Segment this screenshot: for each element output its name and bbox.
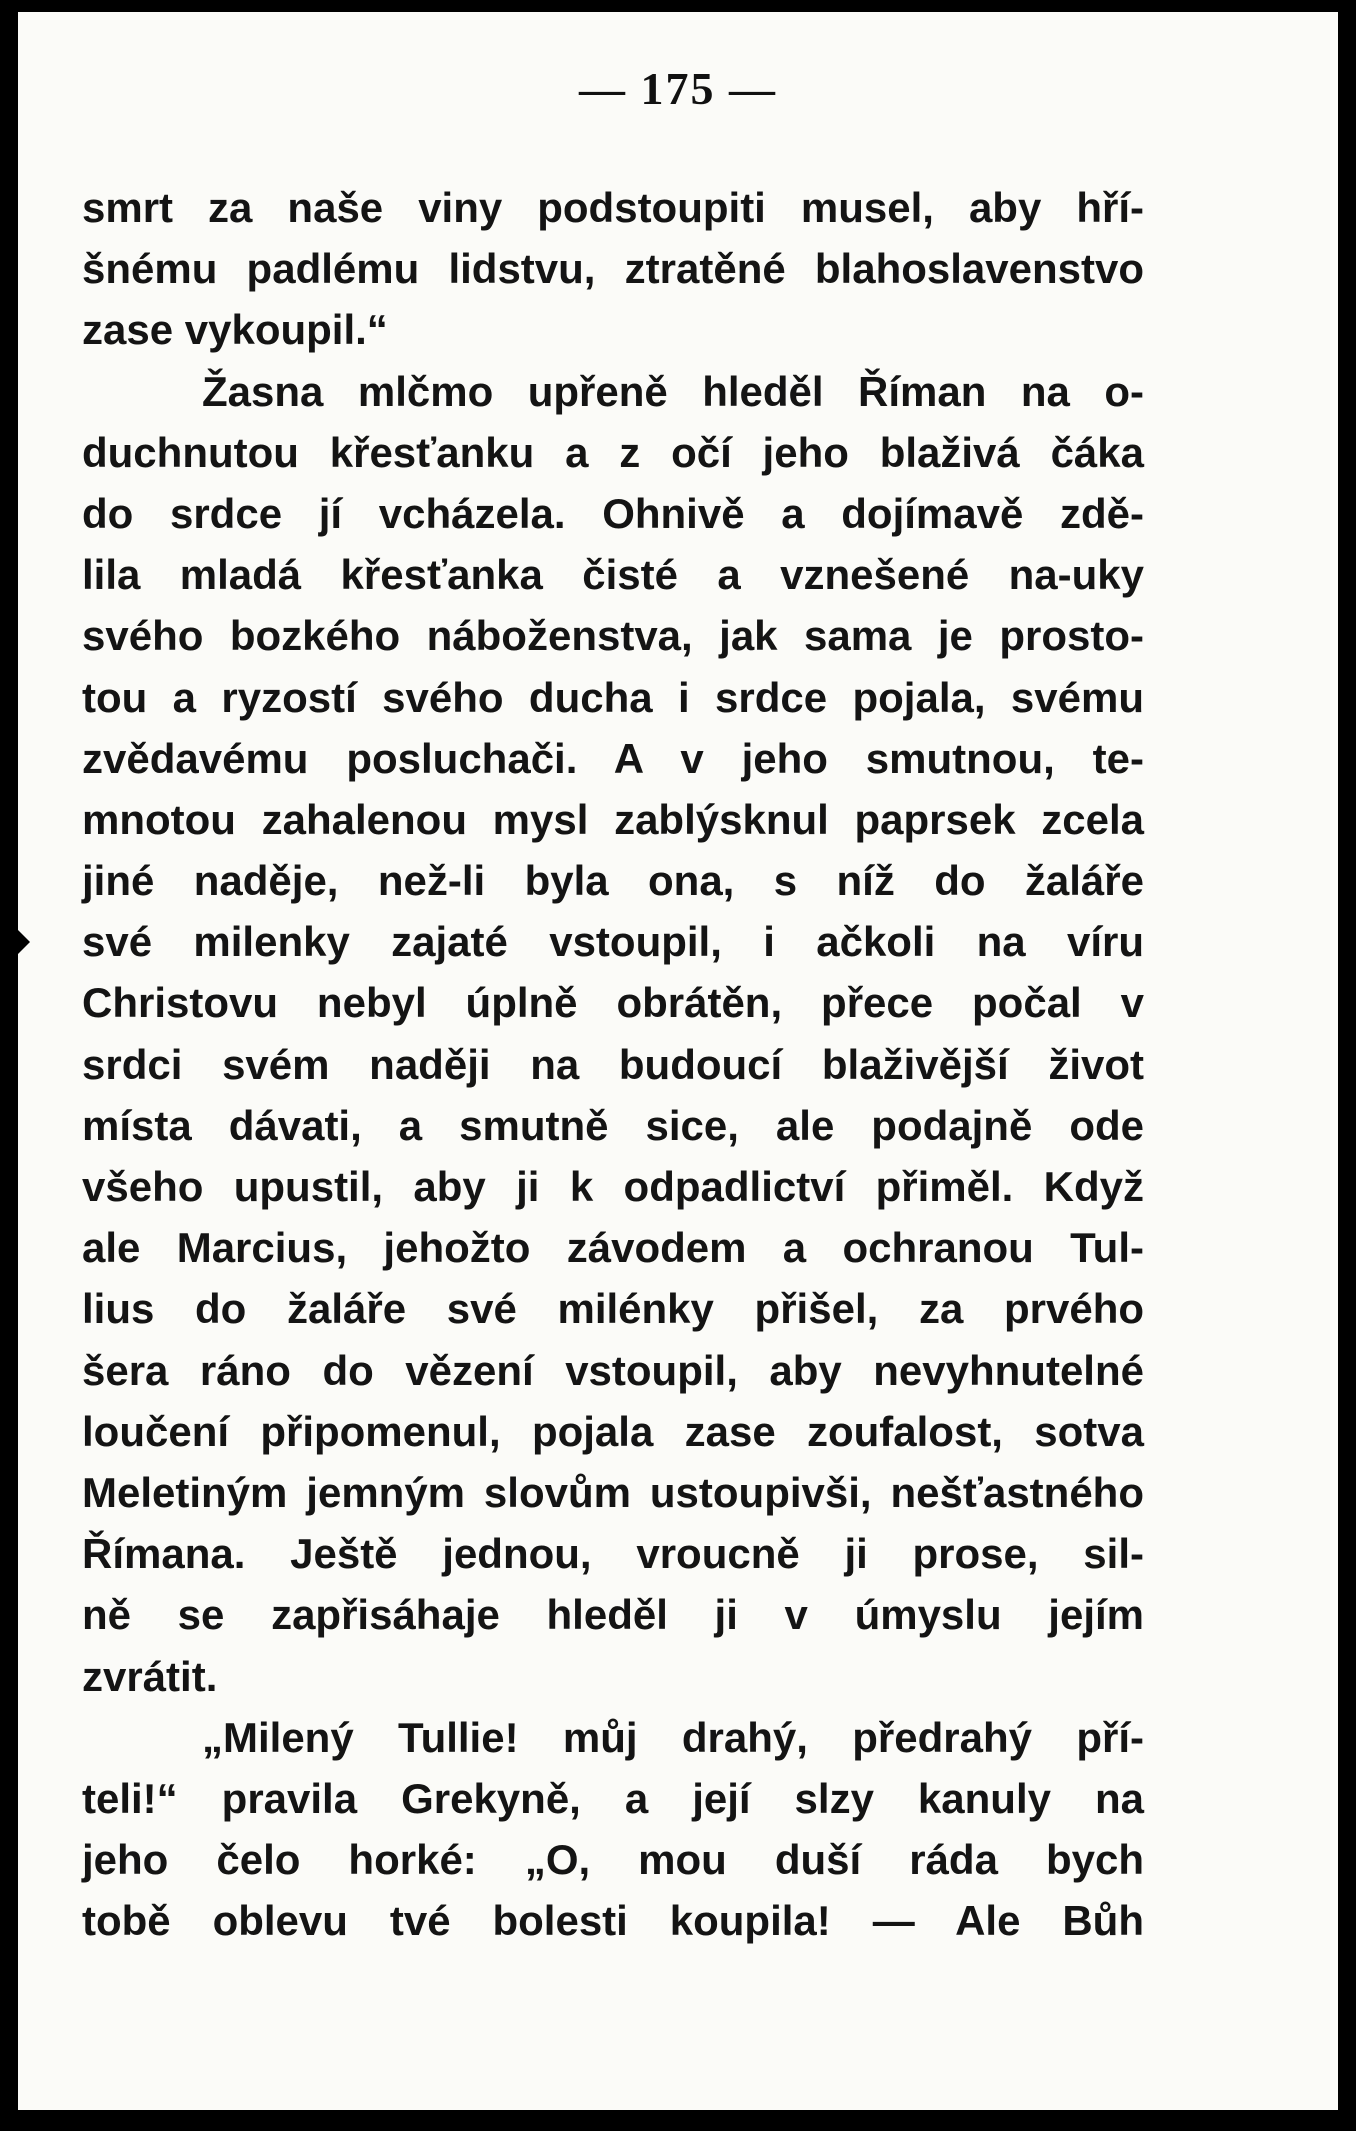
text-line: srdci svém naději na budoucí blaživější život — [82, 1040, 1144, 1088]
text-line: všeho upustil, aby ji k odpadlictví přiměl. Když — [82, 1163, 1144, 1210]
text-line: Christovu nebyl úplně obrátěn, přece počal v — [82, 979, 1144, 1027]
text-line: do srdce jí vcházela. Ohnivě a dojímavě zdě- — [82, 489, 1144, 537]
text-line: místa dávati, a smutně sice, ale podajně ode — [82, 1101, 1144, 1149]
text-line: zvědavému posluchači. A v jeho smutnou, te- — [82, 734, 1144, 782]
text-line: lila mladá křesťanka čisté a vznešené na-uky — [82, 551, 1144, 599]
text-line: lius do žaláře své milénky přišel, za prvého — [82, 1285, 1144, 1333]
text-line: jiné naděje, než-li byla ona, s níž do žaláře — [82, 857, 1144, 905]
text-line: ně se zapřisáhaje hleděl ji v úmyslu jejím — [82, 1591, 1144, 1639]
text-line: Žasna mlčmo upřeně hleděl Říman na o- — [202, 367, 1144, 415]
text-line: zvrátit. — [82, 1652, 218, 1700]
page-body-text — [82, 177, 1144, 1951]
page-number: — 175 — — [579, 63, 777, 114]
text-line: Římana. Ještě jednou, vroucně ji prose, sil- — [82, 1530, 1144, 1578]
text-line: teli!“ pravila Grekyně, a její slzy kanuly na — [82, 1774, 1144, 1822]
book-page — [18, 12, 1338, 2110]
text-line: ale Marcius, jehožto závodem a ochranou Tul- — [82, 1224, 1144, 1272]
text-line: tobě oblevu tvé bolesti koupila! — Ale Bůh — [82, 1897, 1144, 1945]
text-line: šnému padlému lidstvu, ztratěné blahoslavenstvo — [82, 245, 1144, 293]
text-line: jeho čelo horké: „O, mou duší ráda bych — [82, 1836, 1144, 1884]
text-line: loučení připomenul, pojala zase zoufalost, sotva — [82, 1407, 1144, 1455]
text-line: smrt za naše viny podstoupiti musel, aby hří- — [82, 184, 1144, 231]
text-line: duchnutou křesťanku a z očí jeho blaživá čáka — [82, 428, 1144, 476]
text-line: své milenky zajaté vstoupil, i ačkoli na víru — [82, 918, 1144, 966]
text-line: tou a ryzostí svého ducha i srdce pojala, svému — [82, 673, 1144, 721]
text-line: „Milený Tullie! můj drahý, předrahý pří- — [202, 1713, 1144, 1761]
text-line: mnotou zahalenou mysl zablýsknul paprsek zcela — [82, 795, 1144, 843]
text-line: Meletiným jemným slovům ustoupivši, nešťastného — [82, 1468, 1144, 1516]
text-line: šera ráno do vězení vstoupil, aby nevyhnutelné — [82, 1346, 1144, 1394]
margin-mark — [18, 930, 30, 954]
text-line: svého bozkého náboženstva, jak sama je prosto- — [82, 612, 1144, 660]
text-line: zase vykoupil.“ — [82, 306, 388, 354]
